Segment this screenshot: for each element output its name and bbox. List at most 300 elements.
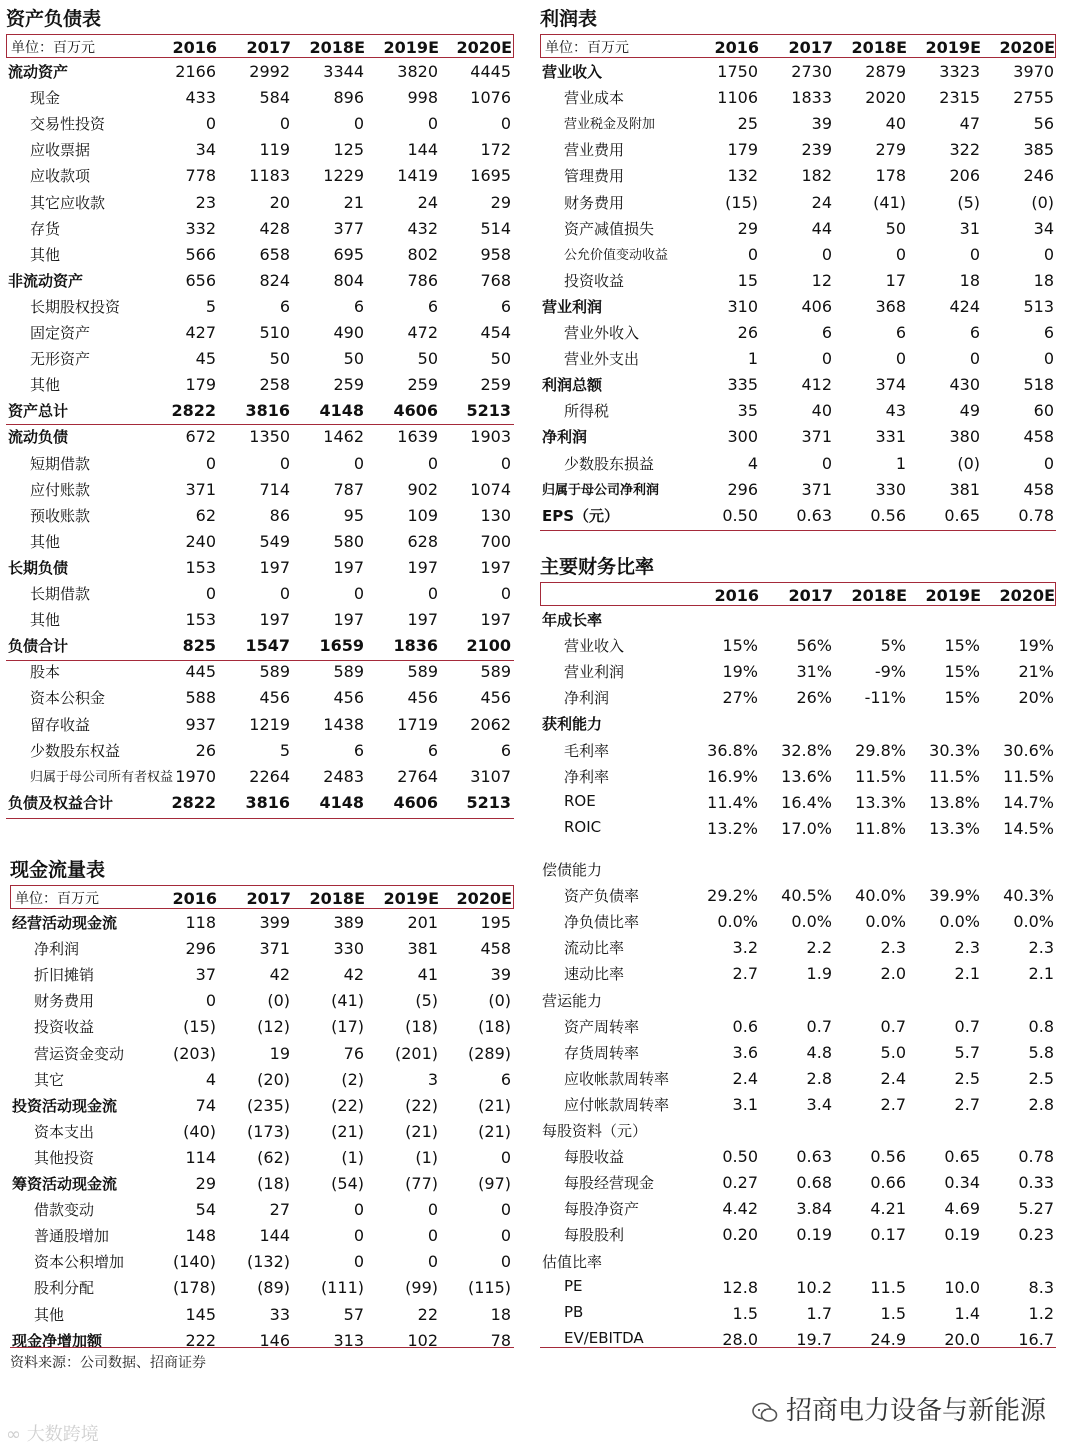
row-value: 197 bbox=[259, 610, 290, 630]
row-value: 0 bbox=[279, 114, 290, 134]
table-row bbox=[10, 964, 514, 990]
row-value: 896 bbox=[333, 88, 364, 108]
row-value: 2879 bbox=[865, 62, 906, 81]
row-value: (22) bbox=[331, 1095, 364, 1115]
unit-label: 单位：百万元 bbox=[15, 891, 99, 907]
row-value: 49 bbox=[959, 401, 980, 421]
row-label: PB bbox=[564, 1302, 584, 1321]
row-value: 0 bbox=[427, 1252, 438, 1272]
row-label: 应付帐款周转率 bbox=[564, 1095, 670, 1114]
table-row bbox=[540, 453, 1056, 479]
row-label: 获利能力 bbox=[542, 715, 603, 734]
year-header: 2016 bbox=[714, 586, 759, 605]
row-value: 0.56 bbox=[870, 1147, 906, 1167]
row-value: 30.3% bbox=[929, 740, 980, 760]
row-value: 824 bbox=[259, 270, 290, 290]
row-label: 资本支出 bbox=[34, 1122, 95, 1141]
row-label: 每股净资产 bbox=[564, 1200, 640, 1219]
row-value: 385 bbox=[1023, 140, 1054, 160]
table-row bbox=[10, 990, 514, 1016]
row-value: (1) bbox=[341, 1147, 364, 1167]
row-value: 3107 bbox=[470, 766, 511, 786]
row-value: (178) bbox=[172, 1278, 216, 1298]
row-value: 518 bbox=[1023, 375, 1054, 395]
table-row bbox=[10, 1043, 514, 1069]
row-value: (15) bbox=[725, 192, 758, 212]
table-row bbox=[540, 766, 1056, 792]
row-value: 34 bbox=[195, 140, 216, 160]
table-row bbox=[540, 859, 1056, 885]
row-label: 长期借款 bbox=[30, 585, 91, 603]
table-row bbox=[6, 400, 514, 426]
row-label: 负债及权益合计 bbox=[8, 793, 114, 812]
row-value: 0.0% bbox=[865, 912, 906, 932]
row-value: 5 bbox=[279, 740, 290, 760]
row-value: 24 bbox=[417, 192, 438, 212]
row-value: 153 bbox=[185, 557, 216, 577]
row-value: (20) bbox=[257, 1069, 290, 1089]
row-value: 825 bbox=[182, 636, 216, 656]
row-label: 营业收入 bbox=[542, 63, 603, 81]
row-value: 146 bbox=[259, 1330, 290, 1350]
row-label: 公允价值变动收益 bbox=[564, 247, 669, 263]
row-value: 279 bbox=[875, 140, 906, 160]
row-value: 566 bbox=[185, 244, 216, 264]
row-value: 21% bbox=[1018, 662, 1054, 682]
row-value: 118 bbox=[185, 913, 216, 932]
row-value: 2483 bbox=[323, 766, 364, 786]
row-value: 11.5% bbox=[1003, 766, 1054, 786]
row-value: 0 bbox=[500, 1147, 511, 1167]
row-value: 1419 bbox=[397, 166, 438, 186]
table-row bbox=[540, 1120, 1056, 1146]
table-row bbox=[540, 505, 1056, 531]
row-value: 371 bbox=[801, 427, 832, 447]
row-value: 549 bbox=[259, 531, 290, 551]
source-note: 资料来源：公司数据、招商证券 bbox=[10, 1355, 206, 1371]
row-value: 259 bbox=[407, 375, 438, 395]
table-row bbox=[540, 348, 1056, 374]
row-label: 利润总额 bbox=[542, 376, 603, 395]
row-value: 0 bbox=[279, 584, 290, 603]
row-value: 6 bbox=[500, 1069, 511, 1089]
row-value: 153 bbox=[185, 610, 216, 630]
row-value: (201) bbox=[394, 1043, 438, 1063]
table-row bbox=[540, 322, 1056, 348]
row-value: 2.1 bbox=[1028, 964, 1054, 984]
row-label: 营业费用 bbox=[564, 141, 625, 160]
table-row bbox=[6, 113, 514, 139]
row-label: 净利润 bbox=[542, 428, 588, 447]
table-row bbox=[6, 531, 514, 557]
row-value: 802 bbox=[407, 244, 438, 264]
row-value: (0) bbox=[1031, 192, 1054, 212]
table-row bbox=[6, 348, 514, 374]
row-value: 3816 bbox=[245, 401, 290, 421]
row-label: 管理费用 bbox=[564, 167, 625, 186]
row-value: 0.50 bbox=[722, 1147, 758, 1167]
wechat-icon bbox=[752, 1401, 778, 1423]
table-row bbox=[540, 1094, 1056, 1120]
row-value: 10.2 bbox=[796, 1277, 832, 1297]
row-value: 29 bbox=[195, 1174, 216, 1193]
row-value: 381 bbox=[949, 479, 980, 499]
income-bottom-rule bbox=[540, 530, 1056, 531]
row-value: 26% bbox=[796, 688, 832, 708]
table-row bbox=[540, 818, 1056, 844]
table-row bbox=[6, 635, 514, 661]
row-value: 458 bbox=[1023, 427, 1054, 447]
balance-header-row bbox=[6, 34, 514, 58]
year-header: 2017 bbox=[246, 38, 291, 57]
row-value: 4445 bbox=[470, 62, 511, 81]
row-value: 4148 bbox=[319, 792, 364, 812]
table-row bbox=[10, 1304, 514, 1330]
row-value: 786 bbox=[407, 270, 438, 290]
row-value: 6 bbox=[279, 296, 290, 316]
row-value: 0 bbox=[279, 453, 290, 473]
row-value: 0 bbox=[353, 1226, 364, 1246]
unit-label: 单位：百万元 bbox=[545, 40, 629, 56]
ratios-header-row bbox=[540, 582, 1056, 606]
row-value: 5.0 bbox=[880, 1042, 906, 1062]
row-value: 4 bbox=[205, 1069, 216, 1089]
table-row bbox=[540, 990, 1056, 1016]
row-value: (0) bbox=[267, 991, 290, 1011]
row-value: 1229 bbox=[323, 166, 364, 186]
table-row bbox=[6, 479, 514, 505]
row-value: 18 bbox=[490, 1304, 511, 1324]
row-value: 35 bbox=[737, 401, 758, 421]
row-label: ROE bbox=[564, 791, 596, 810]
row-value: 50 bbox=[885, 218, 906, 238]
row-value: 12.8 bbox=[722, 1277, 758, 1297]
row-value: 16.7 bbox=[1018, 1329, 1054, 1349]
row-label: 净利润 bbox=[564, 689, 610, 708]
row-value: (21) bbox=[478, 1095, 511, 1115]
row-value: 3 bbox=[427, 1069, 438, 1089]
row-value: 2166 bbox=[175, 62, 216, 81]
row-label: 其他 bbox=[30, 376, 61, 395]
row-value: 24.9 bbox=[870, 1329, 906, 1349]
row-value: 656 bbox=[185, 270, 216, 290]
row-value: 240 bbox=[185, 531, 216, 551]
row-label: 年成长率 bbox=[542, 611, 603, 629]
cashflow-title: 现金流量表 bbox=[10, 859, 106, 881]
row-value: 239 bbox=[801, 140, 832, 160]
row-value: (77) bbox=[405, 1174, 438, 1193]
row-value: 0 bbox=[895, 244, 906, 264]
row-value: (2) bbox=[341, 1069, 364, 1089]
row-value: 377 bbox=[333, 218, 364, 238]
row-label: 资产周转率 bbox=[564, 1017, 640, 1036]
row-label: 借款变动 bbox=[34, 1201, 95, 1220]
row-label: 每股经营现金 bbox=[564, 1174, 655, 1193]
table-row bbox=[540, 1303, 1056, 1329]
row-value: -9% bbox=[874, 662, 906, 682]
row-value: 695 bbox=[333, 244, 364, 264]
row-value: 330 bbox=[333, 939, 364, 959]
row-value: 371 bbox=[259, 939, 290, 959]
row-label: 毛利率 bbox=[564, 741, 610, 760]
row-value: 182 bbox=[801, 166, 832, 186]
table-row bbox=[6, 296, 514, 322]
row-value: 4606 bbox=[393, 792, 438, 812]
row-value: 16.9% bbox=[707, 766, 758, 786]
row-value: 0.66 bbox=[870, 1173, 906, 1193]
row-value: -11% bbox=[864, 688, 906, 708]
table-row bbox=[6, 426, 514, 452]
row-label: 归属于母公司净利润 bbox=[542, 482, 660, 498]
table-row bbox=[6, 740, 514, 766]
row-value: 15% bbox=[722, 636, 758, 656]
row-label: 应收帐款周转率 bbox=[564, 1069, 670, 1088]
row-value: 33 bbox=[269, 1304, 290, 1324]
table-row bbox=[540, 937, 1056, 963]
table-row bbox=[10, 1251, 514, 1277]
row-value: 427 bbox=[185, 323, 216, 342]
row-value: 40.5% bbox=[781, 886, 832, 906]
table-row bbox=[540, 1224, 1056, 1250]
row-value: 381 bbox=[407, 939, 438, 959]
row-value: 589 bbox=[333, 662, 364, 682]
cashflow-bottom-rule bbox=[10, 1347, 514, 1348]
watermark-text: 招商电力设备与新能源 bbox=[786, 1396, 1047, 1426]
row-label: 营业利润 bbox=[542, 297, 603, 316]
row-value: (173) bbox=[246, 1121, 290, 1141]
row-label: 营运资金变动 bbox=[34, 1044, 125, 1063]
row-value: 2.0 bbox=[880, 964, 906, 984]
row-value: 0 bbox=[500, 1200, 511, 1220]
row-value: 371 bbox=[801, 479, 832, 499]
table-row bbox=[10, 1121, 514, 1147]
row-value: 197 bbox=[480, 610, 511, 630]
balance-bottom-rule bbox=[6, 818, 514, 819]
row-value: (21) bbox=[405, 1121, 438, 1141]
row-value: 0 bbox=[353, 453, 364, 473]
table-row bbox=[6, 270, 514, 296]
table-row bbox=[540, 1016, 1056, 1042]
row-value: 14.5% bbox=[1003, 818, 1054, 838]
row-value: 74 bbox=[195, 1095, 216, 1115]
row-label: EV/EBITDA bbox=[564, 1328, 644, 1347]
row-value: 672 bbox=[185, 427, 216, 447]
row-label: 预收账款 bbox=[30, 506, 91, 525]
row-value: 20% bbox=[1018, 688, 1054, 708]
row-value: 2.3 bbox=[954, 938, 980, 958]
row-value: (18) bbox=[405, 1017, 438, 1037]
row-value: 6 bbox=[353, 740, 364, 760]
table-row bbox=[540, 1251, 1056, 1277]
table-row bbox=[540, 1198, 1056, 1224]
row-value: 296 bbox=[185, 939, 216, 959]
row-value: 40 bbox=[811, 401, 832, 421]
row-value: 0.7 bbox=[880, 1016, 906, 1036]
row-value: 0 bbox=[353, 1252, 364, 1272]
table-row bbox=[540, 218, 1056, 244]
row-label: 应付账款 bbox=[30, 480, 91, 499]
row-label: 应收票据 bbox=[30, 141, 91, 160]
year-header: 2016 bbox=[714, 38, 759, 57]
table-row bbox=[6, 165, 514, 191]
table-row bbox=[10, 1173, 514, 1199]
row-value: 3.84 bbox=[796, 1199, 832, 1219]
row-value: 0.19 bbox=[796, 1225, 832, 1245]
row-value: 1.7 bbox=[806, 1303, 832, 1323]
row-value: (41) bbox=[873, 192, 906, 212]
row-value: 3323 bbox=[939, 62, 980, 81]
table-row bbox=[540, 1329, 1056, 1355]
row-value: 5 bbox=[205, 296, 216, 316]
row-value: (115) bbox=[467, 1278, 511, 1298]
row-value: 32.8% bbox=[781, 740, 832, 760]
row-value: (21) bbox=[478, 1121, 511, 1141]
row-value: 0.27 bbox=[722, 1173, 758, 1193]
row-value: 13.3% bbox=[929, 818, 980, 838]
row-value: (97) bbox=[478, 1174, 511, 1193]
row-value: 40.0% bbox=[855, 886, 906, 906]
table-row bbox=[6, 792, 514, 818]
row-value: 0.65 bbox=[944, 1147, 980, 1167]
row-value: 1219 bbox=[249, 714, 290, 734]
row-value: 1350 bbox=[249, 427, 290, 447]
table-row bbox=[540, 661, 1056, 687]
row-value: 588 bbox=[185, 688, 216, 708]
row-value: 0 bbox=[821, 349, 832, 369]
table-row bbox=[6, 87, 514, 113]
row-value: 29 bbox=[490, 192, 511, 212]
row-value: (22) bbox=[405, 1095, 438, 1115]
year-header: 2020E bbox=[999, 38, 1055, 57]
year-header: 2018E bbox=[309, 889, 365, 908]
row-label: 营业利润 bbox=[564, 663, 625, 682]
row-value: 15% bbox=[944, 688, 980, 708]
row-value: 433 bbox=[185, 88, 216, 108]
row-value: 490 bbox=[333, 323, 364, 342]
row-value: 2020 bbox=[865, 88, 906, 108]
row-value: 0.0% bbox=[791, 912, 832, 932]
row-value: 102 bbox=[407, 1330, 438, 1350]
row-value: 2.8 bbox=[806, 1068, 832, 1088]
row-value: 0 bbox=[205, 453, 216, 473]
row-value: 768 bbox=[480, 270, 511, 290]
row-value: 206 bbox=[949, 166, 980, 186]
row-value: 28.0 bbox=[722, 1329, 758, 1349]
row-value: 197 bbox=[333, 610, 364, 630]
row-value: 0.34 bbox=[944, 1173, 980, 1193]
row-label: 交易性投资 bbox=[30, 115, 106, 134]
row-value: 1 bbox=[747, 349, 758, 369]
cashflow-header-row bbox=[10, 885, 514, 909]
row-value: 45 bbox=[195, 349, 216, 369]
row-value: 17 bbox=[885, 270, 906, 290]
row-value: 50 bbox=[269, 349, 290, 369]
income-header-row bbox=[540, 34, 1056, 58]
row-value: 2315 bbox=[939, 88, 980, 108]
row-label: 留存收益 bbox=[30, 715, 91, 734]
table-row bbox=[6, 687, 514, 713]
row-value: 958 bbox=[480, 244, 511, 264]
row-value: (41) bbox=[331, 991, 364, 1011]
row-value: 197 bbox=[259, 557, 290, 577]
row-label: 经营活动现金流 bbox=[12, 914, 118, 932]
row-value: 0.8 bbox=[1028, 1016, 1054, 1036]
row-value: 0.78 bbox=[1018, 1147, 1054, 1167]
row-value: 39 bbox=[811, 114, 832, 134]
row-value: 258 bbox=[259, 375, 290, 395]
row-value: 21 bbox=[343, 192, 364, 212]
row-value: 11.5 bbox=[870, 1277, 906, 1297]
row-value: 39 bbox=[490, 965, 511, 985]
row-value: 24 bbox=[811, 192, 832, 212]
row-label: 固定资产 bbox=[30, 324, 91, 342]
row-value: 0.68 bbox=[796, 1173, 832, 1193]
row-label: 存货 bbox=[30, 219, 61, 238]
row-value: 0 bbox=[969, 349, 980, 369]
row-value: 60 bbox=[1033, 401, 1054, 421]
row-label: 速动比率 bbox=[564, 965, 625, 984]
row-value: 3.1 bbox=[732, 1094, 758, 1114]
row-value: 39.9% bbox=[929, 886, 980, 906]
row-value: 778 bbox=[185, 166, 216, 186]
row-value: 222 bbox=[185, 1330, 216, 1350]
row-value: 380 bbox=[949, 427, 980, 447]
row-value: 14.7% bbox=[1003, 792, 1054, 812]
row-value: (40) bbox=[183, 1121, 216, 1141]
row-value: (5) bbox=[415, 991, 438, 1011]
table-row bbox=[10, 912, 514, 938]
row-value: 0 bbox=[1043, 453, 1054, 473]
row-value: 0.0% bbox=[1013, 912, 1054, 932]
row-label: 其他 bbox=[30, 245, 61, 264]
row-label: 每股资料（元） bbox=[542, 1122, 648, 1140]
row-value: 148 bbox=[185, 1226, 216, 1246]
row-value: 0.7 bbox=[954, 1016, 980, 1036]
row-value: 1750 bbox=[717, 62, 758, 81]
row-value: 15 bbox=[737, 270, 758, 290]
row-value: 1.5 bbox=[880, 1303, 906, 1323]
row-value: 335 bbox=[727, 375, 758, 395]
table-row bbox=[540, 61, 1056, 87]
row-value: 20 bbox=[269, 192, 290, 212]
row-label: 所得税 bbox=[564, 402, 610, 421]
table-row bbox=[10, 1277, 514, 1303]
row-value: 12 bbox=[811, 270, 832, 290]
row-value: 0 bbox=[427, 1200, 438, 1220]
ratios-title: 主要财务比率 bbox=[540, 556, 655, 578]
row-value: (99) bbox=[405, 1278, 438, 1298]
row-value: 998 bbox=[407, 88, 438, 108]
row-label: 偿债能力 bbox=[542, 861, 603, 879]
row-value: 4.42 bbox=[722, 1199, 758, 1219]
row-value: 13.3% bbox=[855, 792, 906, 812]
table-row bbox=[540, 296, 1056, 322]
row-value: 389 bbox=[333, 913, 364, 932]
balance-sheet-title: 资产负债表 bbox=[6, 8, 102, 30]
row-value: 456 bbox=[480, 688, 511, 708]
row-value: (12) bbox=[257, 1017, 290, 1037]
row-value: 2764 bbox=[397, 766, 438, 786]
row-value: (1) bbox=[415, 1147, 438, 1167]
corner-logo-icon: ∞ bbox=[6, 1424, 27, 1445]
row-value: 430 bbox=[949, 375, 980, 395]
table-row bbox=[6, 139, 514, 165]
table-row bbox=[6, 609, 514, 635]
row-value: 17.0% bbox=[781, 818, 832, 838]
row-label: 营业外支出 bbox=[564, 350, 640, 369]
row-value: 43 bbox=[885, 401, 906, 421]
row-value: 13.2% bbox=[707, 818, 758, 838]
